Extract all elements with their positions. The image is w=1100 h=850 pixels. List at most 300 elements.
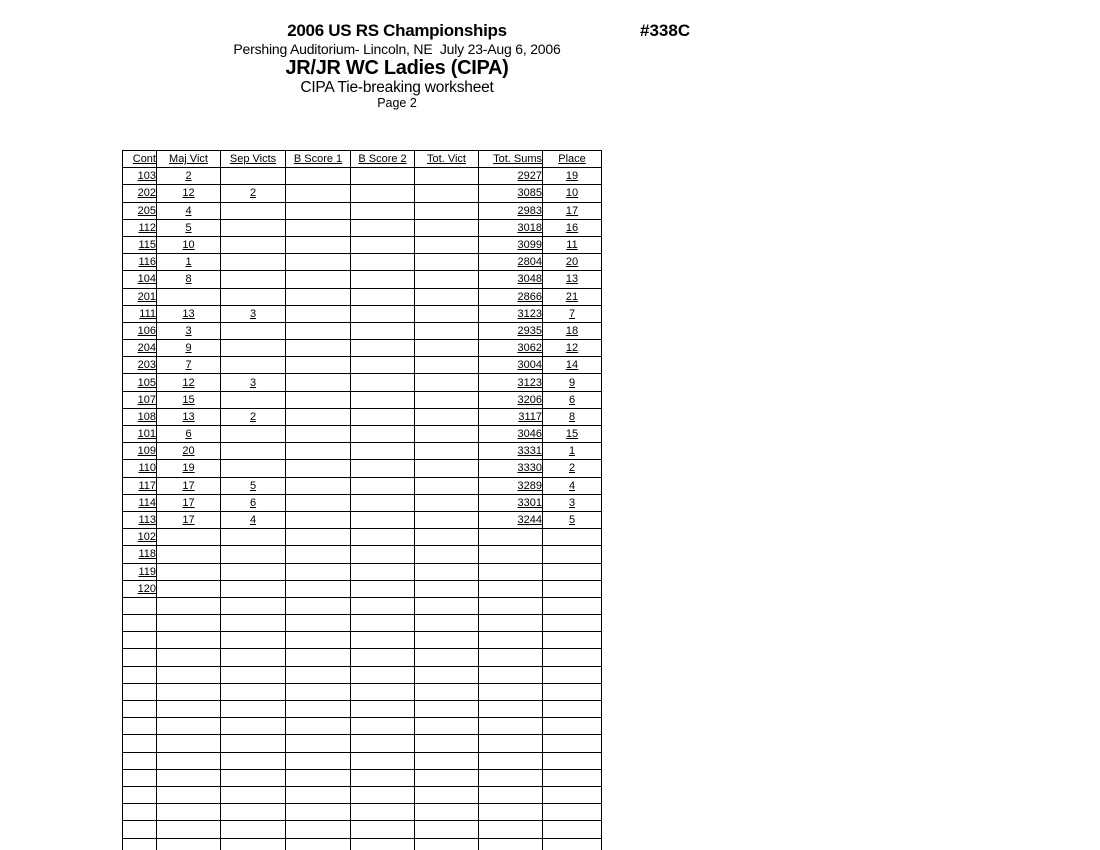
table-cell [543,718,602,735]
table-cell [221,597,286,614]
table-cell [123,718,157,735]
table-cell: 107 [123,391,157,408]
table-cell [221,718,286,735]
table-cell [351,821,415,838]
table-cell: 118 [123,546,157,563]
table-cell [286,597,351,614]
table-cell: 3099 [479,236,543,253]
table-cell: 9 [157,340,221,357]
table-cell [123,683,157,700]
table-cell [286,666,351,683]
table-cell [221,769,286,786]
table-cell [543,786,602,803]
page-number: Page 2 [377,96,417,110]
column-header-maj-vict: Maj Vict [157,151,221,168]
empty-table-row [123,838,602,850]
table-cell [221,821,286,838]
table-cell [286,563,351,580]
table-cell [221,460,286,477]
table-cell: 2983 [479,202,543,219]
table-cell [479,546,543,563]
table-cell [415,254,479,271]
table-cell: 116 [123,254,157,271]
table-cell: 105 [123,374,157,391]
table-cell [543,701,602,718]
table-cell [123,804,157,821]
event-title: JR/JR WC Ladies (CIPA) [285,57,509,79]
table-cell: 5 [157,219,221,236]
table-cell: 3289 [479,477,543,494]
table-cell: 113 [123,511,157,528]
table-cell: 3244 [479,511,543,528]
venue-date-line: Pershing Auditorium- Lincoln, NE July 23-Aug 6, 2006 [233,41,561,57]
table-cell [221,426,286,443]
table-cell [415,443,479,460]
table-cell [351,597,415,614]
table-cell [351,683,415,700]
table-cell [286,408,351,425]
column-header-sep-victs: Sep Victs [221,151,286,168]
worksheet-table [122,150,602,850]
table-row [123,357,602,374]
table-cell [123,649,157,666]
table-cell [351,288,415,305]
table-cell [415,597,479,614]
table-cell [351,185,415,202]
table-cell [286,683,351,700]
table-cell [543,615,602,632]
table-row [123,340,602,357]
table-cell: 2 [543,460,602,477]
empty-table-row [123,649,602,666]
table-row [123,254,602,271]
table-cell: 3117 [479,408,543,425]
table-cell: 15 [157,391,221,408]
table-cell [543,804,602,821]
table-cell [351,254,415,271]
table-cell [351,357,415,374]
table-cell [415,357,479,374]
table-cell [543,666,602,683]
table-cell [351,804,415,821]
table-cell: 13 [157,305,221,322]
table-cell: 4 [157,202,221,219]
table-cell [157,718,221,735]
table-cell [157,821,221,838]
table-cell [221,357,286,374]
table-cell [286,391,351,408]
table-cell [157,838,221,850]
table-cell: 201 [123,288,157,305]
table-cell: 114 [123,494,157,511]
table-cell [351,408,415,425]
table-cell [221,563,286,580]
table-cell [221,236,286,253]
table-cell [351,219,415,236]
table-row [123,236,602,253]
table-cell [415,563,479,580]
table-cell [221,752,286,769]
table-cell [351,443,415,460]
column-header-b-score-2: B Score 2 [351,151,415,168]
table-cell: 12 [157,374,221,391]
column-header-tot-vict: Tot. Vict [415,151,479,168]
table-cell [286,288,351,305]
table-cell [479,649,543,666]
table-cell [286,477,351,494]
table-cell [286,271,351,288]
table-cell: 3330 [479,460,543,477]
table-cell [351,718,415,735]
table-cell: 9 [543,374,602,391]
table-row [123,202,602,219]
table-row [123,460,602,477]
table-cell [286,735,351,752]
table-cell [415,374,479,391]
table-cell: 5 [543,511,602,528]
table-cell [286,357,351,374]
table-cell [351,580,415,597]
table-cell: 2 [221,408,286,425]
table-cell [286,443,351,460]
table-cell [415,494,479,511]
table-cell [415,632,479,649]
table-cell [286,202,351,219]
table-cell [415,804,479,821]
table-cell [351,168,415,185]
empty-table-row [123,804,602,821]
table-cell: 3018 [479,219,543,236]
table-cell [415,701,479,718]
table-cell: 109 [123,443,157,460]
table-cell: 110 [123,460,157,477]
table-cell [123,752,157,769]
table-cell: 3 [221,305,286,322]
table-cell [351,374,415,391]
document-number: #338C [640,21,691,40]
table-cell: 18 [543,322,602,339]
table-cell [286,168,351,185]
table-cell [351,271,415,288]
table-cell: 120 [123,580,157,597]
table-cell [157,666,221,683]
table-cell [286,769,351,786]
table-cell [221,443,286,460]
empty-table-row [123,701,602,718]
table-cell: 3 [221,374,286,391]
table-cell [221,804,286,821]
table-row [123,511,602,528]
table-cell: 204 [123,340,157,357]
table-cell [479,821,543,838]
table-cell [286,752,351,769]
table-cell: 6 [221,494,286,511]
table-cell: 106 [123,322,157,339]
table-cell: 2 [221,185,286,202]
table-cell: 7 [543,305,602,322]
table-cell: 11 [543,236,602,253]
table-cell [157,752,221,769]
table-cell [351,460,415,477]
table-cell [157,632,221,649]
table-cell: 202 [123,185,157,202]
table-cell [286,786,351,803]
table-cell [415,683,479,700]
table-cell [286,219,351,236]
table-row [123,168,602,185]
table-cell [351,236,415,253]
table-cell [415,288,479,305]
table-cell [123,597,157,614]
table-cell [221,701,286,718]
table-cell [123,769,157,786]
table-cell [415,408,479,425]
table-cell: 2935 [479,322,543,339]
table-cell [123,838,157,850]
table-row [123,322,602,339]
table-cell [351,426,415,443]
table-cell [543,546,602,563]
table-cell [221,546,286,563]
table-cell [351,701,415,718]
table-cell [221,322,286,339]
championship-title: 2006 US RS Championships [287,21,507,40]
tie-breaking-table-container [122,150,602,850]
table-cell [157,649,221,666]
table-cell [351,391,415,408]
table-cell [415,219,479,236]
table-cell [221,838,286,850]
table-cell: 8 [543,408,602,425]
table-row [123,219,602,236]
table-cell: 3123 [479,374,543,391]
table-cell [221,615,286,632]
table-cell [221,202,286,219]
table-cell [351,202,415,219]
table-cell [286,546,351,563]
table-cell [415,460,479,477]
table-cell: 17 [157,494,221,511]
table-cell [415,546,479,563]
table-cell [221,254,286,271]
table-cell [415,168,479,185]
table-cell [286,305,351,322]
table-cell [351,666,415,683]
table-cell [543,735,602,752]
table-row [123,391,602,408]
table-cell [221,580,286,597]
table-cell [286,426,351,443]
table-row [123,477,602,494]
table-cell [479,597,543,614]
table-cell: 2927 [479,168,543,185]
table-cell [415,202,479,219]
empty-table-row [123,769,602,786]
table-cell [221,666,286,683]
table-cell [157,529,221,546]
table-cell: 3301 [479,494,543,511]
table-cell [351,838,415,850]
table-cell [221,340,286,357]
table-cell [157,615,221,632]
table-row [123,580,602,597]
table-cell [157,563,221,580]
table-cell [415,769,479,786]
table-cell: 4 [221,511,286,528]
table-cell [286,718,351,735]
table-cell [543,580,602,597]
table-cell [221,649,286,666]
table-cell [479,769,543,786]
table-cell: 117 [123,477,157,494]
table-cell [543,838,602,850]
table-row [123,288,602,305]
table-cell: 1 [543,443,602,460]
table-cell [286,529,351,546]
table-cell [415,391,479,408]
table-cell [479,529,543,546]
table-cell [157,597,221,614]
table-cell: 16 [543,219,602,236]
table-row [123,529,602,546]
table-cell [286,580,351,597]
table-cell: 14 [543,357,602,374]
table-cell [415,615,479,632]
table-cell: 2866 [479,288,543,305]
table-cell [415,426,479,443]
table-cell [415,305,479,322]
table-cell [479,615,543,632]
table-cell: 20 [543,254,602,271]
empty-table-row [123,632,602,649]
table-cell: 12 [157,185,221,202]
table-cell [543,563,602,580]
table-cell: 3062 [479,340,543,357]
empty-table-row [123,683,602,700]
table-cell [157,769,221,786]
table-cell [415,666,479,683]
table-cell: 3085 [479,185,543,202]
table-cell: 102 [123,529,157,546]
worksheet-title: CIPA Tie-breaking worksheet [300,79,494,96]
table-cell: 111 [123,305,157,322]
table-cell [286,460,351,477]
table-cell [286,254,351,271]
table-cell: 119 [123,563,157,580]
empty-table-row [123,735,602,752]
table-cell [286,374,351,391]
table-cell [221,288,286,305]
table-cell: 13 [543,271,602,288]
table-cell [415,477,479,494]
table-cell: 17 [157,477,221,494]
table-cell [157,701,221,718]
table-cell [157,735,221,752]
table-cell: 19 [157,460,221,477]
table-row [123,546,602,563]
table-cell: 115 [123,236,157,253]
table-cell [157,683,221,700]
table-cell [479,666,543,683]
table-cell [351,735,415,752]
table-row [123,271,602,288]
table-cell [123,735,157,752]
table-cell [286,838,351,850]
table-cell [351,511,415,528]
table-cell [415,340,479,357]
table-cell [221,786,286,803]
table-cell: 3206 [479,391,543,408]
table-cell [286,511,351,528]
table-cell: 7 [157,357,221,374]
table-cell [351,322,415,339]
table-cell: 3004 [479,357,543,374]
table-cell [286,701,351,718]
table-cell [221,391,286,408]
table-cell: 103 [123,168,157,185]
table-cell [286,649,351,666]
table-cell: 10 [543,185,602,202]
table-cell: 6 [157,426,221,443]
table-cell: 112 [123,219,157,236]
table-cell [221,529,286,546]
table-cell [479,563,543,580]
table-cell [123,786,157,803]
table-row [123,443,602,460]
table-cell [415,752,479,769]
table-cell [479,701,543,718]
table-cell [123,701,157,718]
table-body [123,168,602,850]
table-cell [157,546,221,563]
table-cell [123,632,157,649]
empty-table-row [123,615,602,632]
table-cell [286,340,351,357]
table-cell [286,322,351,339]
table-cell [543,752,602,769]
empty-table-row [123,718,602,735]
table-cell [286,632,351,649]
table-cell: 6 [543,391,602,408]
table-cell [157,288,221,305]
table-cell [479,786,543,803]
table-cell [415,786,479,803]
table-cell [415,718,479,735]
table-cell: 20 [157,443,221,460]
table-cell [221,168,286,185]
table-cell [479,718,543,735]
table-cell [543,821,602,838]
table-cell: 205 [123,202,157,219]
table-cell [123,821,157,838]
table-cell [479,632,543,649]
table-cell: 15 [543,426,602,443]
table-cell: 17 [157,511,221,528]
table-cell [221,271,286,288]
table-cell: 13 [157,408,221,425]
table-cell [351,340,415,357]
table-cell [221,735,286,752]
table-cell [351,752,415,769]
table-cell: 12 [543,340,602,357]
column-header-cont: Cont [123,151,157,168]
table-cell [415,580,479,597]
empty-table-row [123,821,602,838]
table-cell [543,529,602,546]
table-cell [543,649,602,666]
table-cell: 3331 [479,443,543,460]
table-cell [351,546,415,563]
